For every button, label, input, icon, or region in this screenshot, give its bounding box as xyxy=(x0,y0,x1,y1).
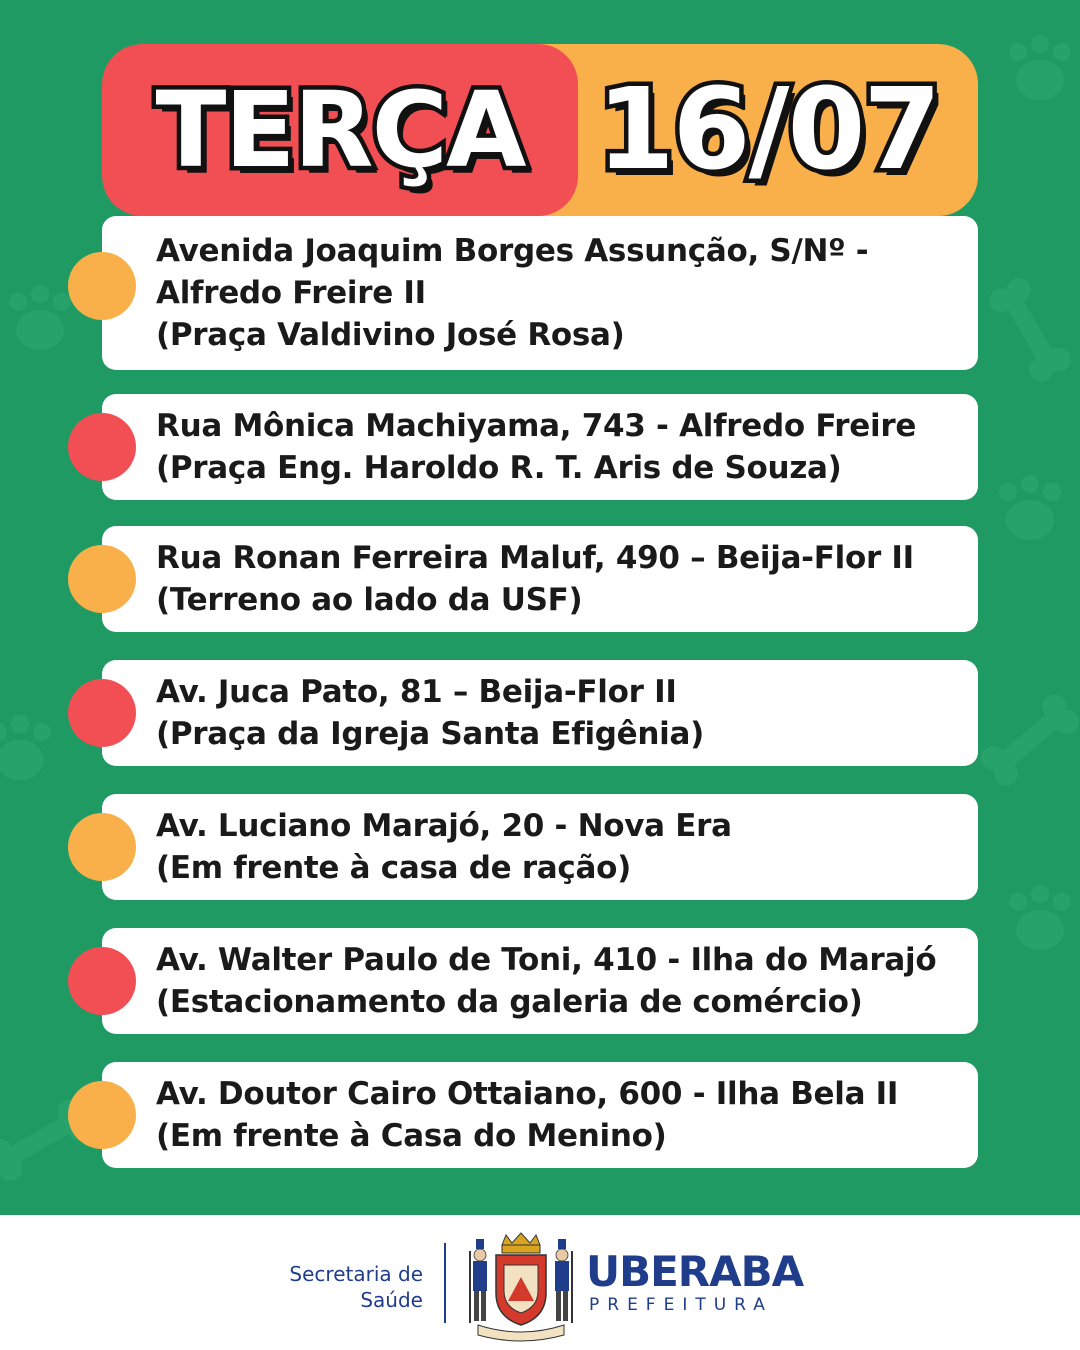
date-header xyxy=(102,44,978,216)
paw-print-icon xyxy=(999,475,1061,540)
footer-divider xyxy=(444,1243,446,1323)
location-card xyxy=(102,1062,978,1168)
location-address: Avenida Joaquim Borges Assunção, S/Nº - xyxy=(156,233,869,269)
location-address: Av. Luciano Marajó, 20 - Nova Era xyxy=(156,808,732,844)
location-card xyxy=(102,794,978,900)
location-card xyxy=(102,928,978,1034)
location-reference: (Estacionamento da galeria de comércio) xyxy=(156,984,863,1020)
soldier-figure-icon xyxy=(470,1239,487,1323)
red-marker-dot xyxy=(68,679,136,747)
secretaria-line: Saúde xyxy=(360,1288,423,1312)
paw-print-icon xyxy=(1009,35,1071,100)
red-marker-dot xyxy=(68,413,136,481)
location-address: Av. Doutor Cairo Ottaiano, 600 - Ilha Bela II xyxy=(156,1076,899,1112)
date-banner xyxy=(518,44,978,216)
day-label: TERÇA xyxy=(155,69,525,191)
secretaria-line: Secretaria de xyxy=(289,1262,423,1286)
location-address: Rua Mônica Machiyama, 743 - Alfredo Freire xyxy=(156,408,917,444)
paw-print-icon xyxy=(1009,885,1071,950)
location-reference: (Praça Valdivino José Rosa) xyxy=(156,317,625,353)
orange-marker-dot xyxy=(68,252,136,320)
location-reference: (Terreno ao lado da USF) xyxy=(156,582,583,618)
soldier-figure-icon xyxy=(555,1239,572,1323)
red-marker-dot xyxy=(68,947,136,1015)
bone-icon xyxy=(985,274,1075,386)
secretaria-saude-label xyxy=(289,1261,423,1313)
footer xyxy=(0,1215,1080,1350)
orange-marker-dot xyxy=(68,545,136,613)
orange-marker-dot xyxy=(68,1081,136,1149)
location-address: Av. Walter Paulo de Toni, 410 - Ilha do Marajó xyxy=(156,942,937,978)
uberaba-coat-of-arms-logo xyxy=(462,1231,580,1343)
location-card xyxy=(102,216,978,370)
location-card xyxy=(102,526,978,632)
location-address: Alfredo Freire II xyxy=(156,275,426,311)
location-reference: (Em frente à Casa do Menino) xyxy=(156,1118,667,1154)
brand-title: UBERABA xyxy=(586,1247,804,1296)
paw-print-icon xyxy=(9,285,71,350)
bone-icon xyxy=(976,690,1080,791)
date-label: 16/07 xyxy=(596,65,940,195)
day-banner xyxy=(102,44,578,216)
orange-marker-dot xyxy=(68,813,136,881)
location-card xyxy=(102,660,978,766)
location-card xyxy=(102,394,978,500)
location-reference: (Praça Eng. Haroldo R. T. Aris de Souza) xyxy=(156,450,842,486)
brand-subtitle: PREFEITURA xyxy=(589,1295,773,1315)
location-address: Rua Ronan Ferreira Maluf, 490 – Beija-Flor II xyxy=(156,540,914,576)
location-address: Av. Juca Pato, 81 – Beija-Flor II xyxy=(156,674,677,710)
location-reference: (Em frente à casa de ração) xyxy=(156,850,631,886)
paw-print-icon xyxy=(0,715,51,780)
location-reference: (Praça da Igreja Santa Efigênia) xyxy=(156,716,704,752)
